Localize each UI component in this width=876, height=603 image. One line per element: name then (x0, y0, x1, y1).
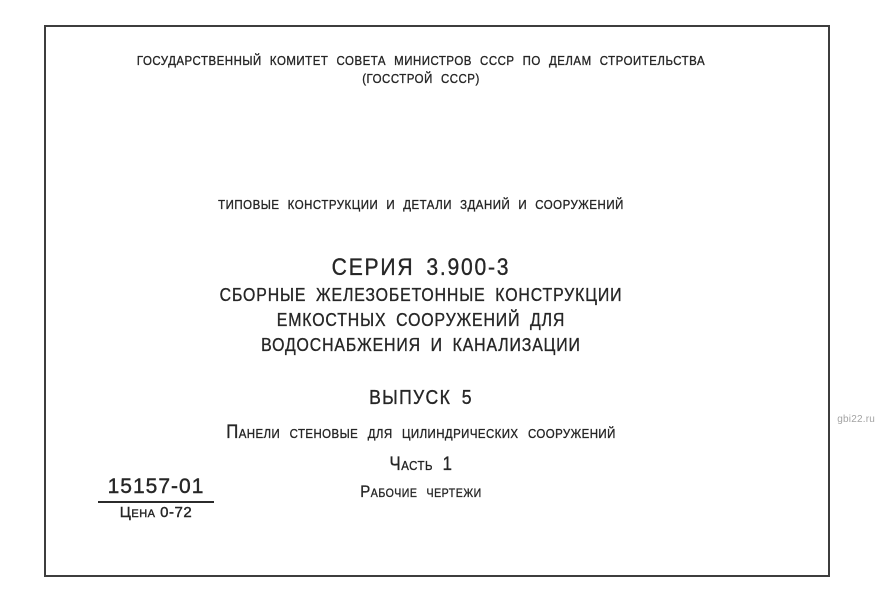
site-watermark: gbi22.ru (837, 414, 875, 425)
part-label: Часть 1 (389, 454, 453, 475)
series-subtitle-line-2: ЕМКОСТНЫХ СООРУЖЕНИЙ ДЛЯ (276, 310, 566, 330)
series-title: СЕРИЯ 3.900-3 (331, 254, 511, 281)
issue-title: Панели стеновые для цилиндрических сооружений (226, 422, 616, 443)
org-abbrev-line: (ГОССТРОЙ СССР) (362, 71, 480, 86)
series-subtitle-line-1: СБОРНЫЕ ЖЕЛЕЗОБЕТОННЫЕ КОНСТРУКЦИИ (219, 285, 623, 305)
org-committee-line: ГОСУДАРСТВЕННЫЙ КОМИТЕТ СОВЕТА МИНИСТРОВ СССР ПО ДЕЛАМ СТРОИТЕЛЬСТВА (136, 53, 706, 68)
series-subtitle-line-3: ВОДОСНАБЖЕНИЯ И КАНАЛИЗАЦИИ (261, 335, 581, 355)
series-category-line: ТИПОВЫЕ КОНСТРУКЦИИ И ДЕТАЛИ ЗДАНИЙ И СООРУЖЕНИЙ (218, 197, 624, 212)
document-number: 15157-01 (98, 476, 214, 503)
doc-type-label: Рабочие чертежи (360, 482, 482, 501)
price-label: Цена 0-72 (119, 504, 193, 521)
document-number-stamp (98, 476, 214, 520)
issue-label: ВЫПУСК 5 (369, 387, 473, 409)
